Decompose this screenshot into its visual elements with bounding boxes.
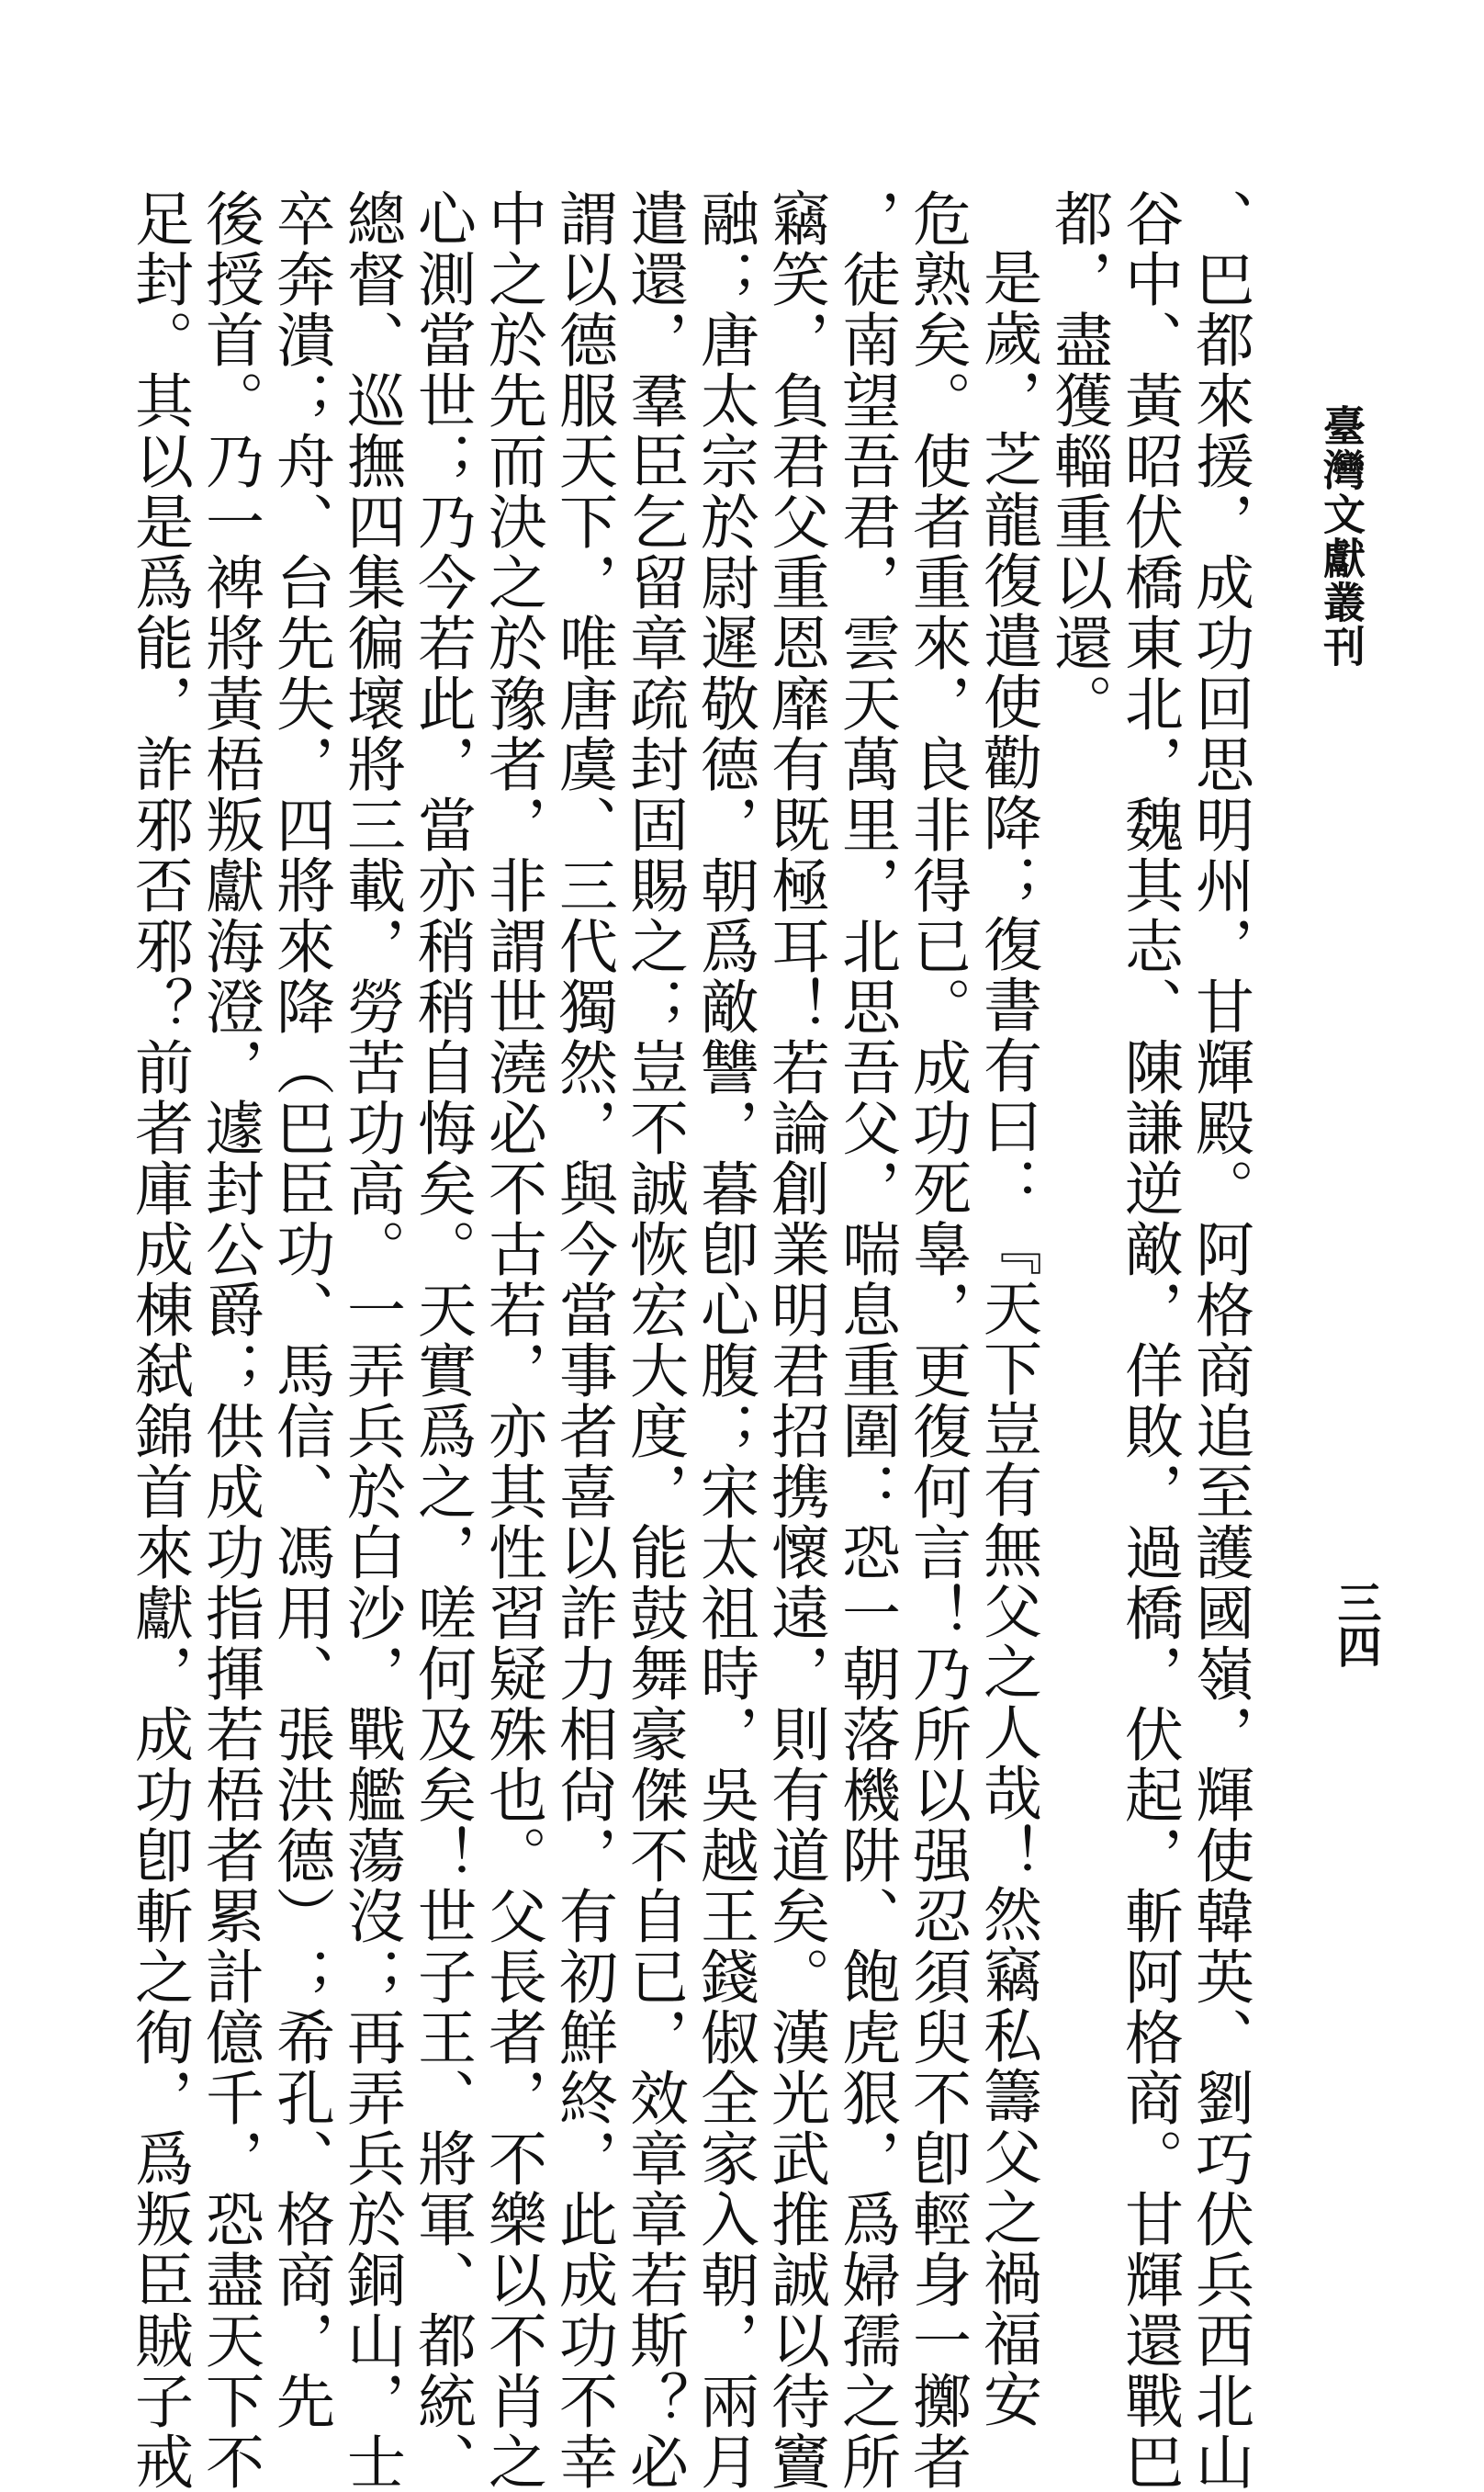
text-column: 融；唐太宗於尉遲敬德，朝爲敵讐，暮卽心腹；宋太祖時，吳越王錢俶全家入朝，兩月 [691,188,759,2492]
page-number: 三四 [1330,1580,1381,1668]
running-title: 臺灣文獻叢刊 [1317,404,1366,669]
text-column: 遣還，羣臣乞留章疏封固賜之；豈不誠恢宏大度，能鼓舞豪傑不自已，效章章若斯？必 [620,188,688,2492]
text-column: 竊笑，負君父重恩靡有既極耳！若論創業明君招携懷遠，則有道矣。漢光武推誠以待竇 [761,188,829,2492]
text-column: 都，盡獲輜重以還。 [1044,188,1112,734]
text-column: 足封。其以是爲能，詐邪否邪？前者庫成棟弑錦首來獻，成功卽斬之徇，爲叛臣賊子戒 [125,188,193,2492]
text-column: ，徒南望吾君，雲天萬里，北思吾父，喘息重圍：恐一朝落機阱、飽虎狠，爲婦孺之所 [832,188,900,2492]
text-column: 中之於先而決之於豫者，非謂世澆必不古若，亦其性習疑殊也。父長者，不樂以不肖之 [478,188,546,2492]
text-column: 心測當世；乃今若此，當亦稍稍自悔矣。天實爲之，嗟何及矣！世子王、將軍、都統、 [408,188,476,2492]
text-column: 謂以德服天下，唯唐虞、三代獨然，與今當事者喜以詐力相尙，有初鮮終，此成功不幸 [549,188,617,2492]
text-column: 、巴都來援，成功回思明州，甘輝殿。阿格商追至護國嶺，輝使韓英、劉巧伏兵西北山 [1186,188,1254,2492]
vertical-text-block [125,188,1254,2492]
text-column: 總督、巡撫四集徧壞將三載，勞苦功高。一弄兵於白沙，戰艦蕩沒；再弄兵於銅山，士 [337,188,405,2492]
text-column: 危熟矣。使者重來，良非得已。成功死辠，更復何言！乃所以强忍須臾不卽輕身一擲者 [903,188,971,2492]
text-column: 谷中、黃昭伏橋東北，魏其志、陳謙逆敵，佯敗，過橋，伏起，斬阿格商。甘輝還戰巴 [1115,188,1183,2492]
text-column: 是歲，芝龍復遣使勸降；復書有曰：『天下豈有無父之人哉！然竊私籌父之禍福安 [973,247,1041,2430]
text-column: 後授首。乃一裨將黃梧叛獻海澄，遽封公爵；供成功指揮若梧者累計億千，恐盡天下不 [196,188,264,2492]
text-column: 卒奔潰；舟、台先失，四將來降（巴臣功、馬信、馮用、張洪德）；希孔、格商，先 [266,188,334,2431]
